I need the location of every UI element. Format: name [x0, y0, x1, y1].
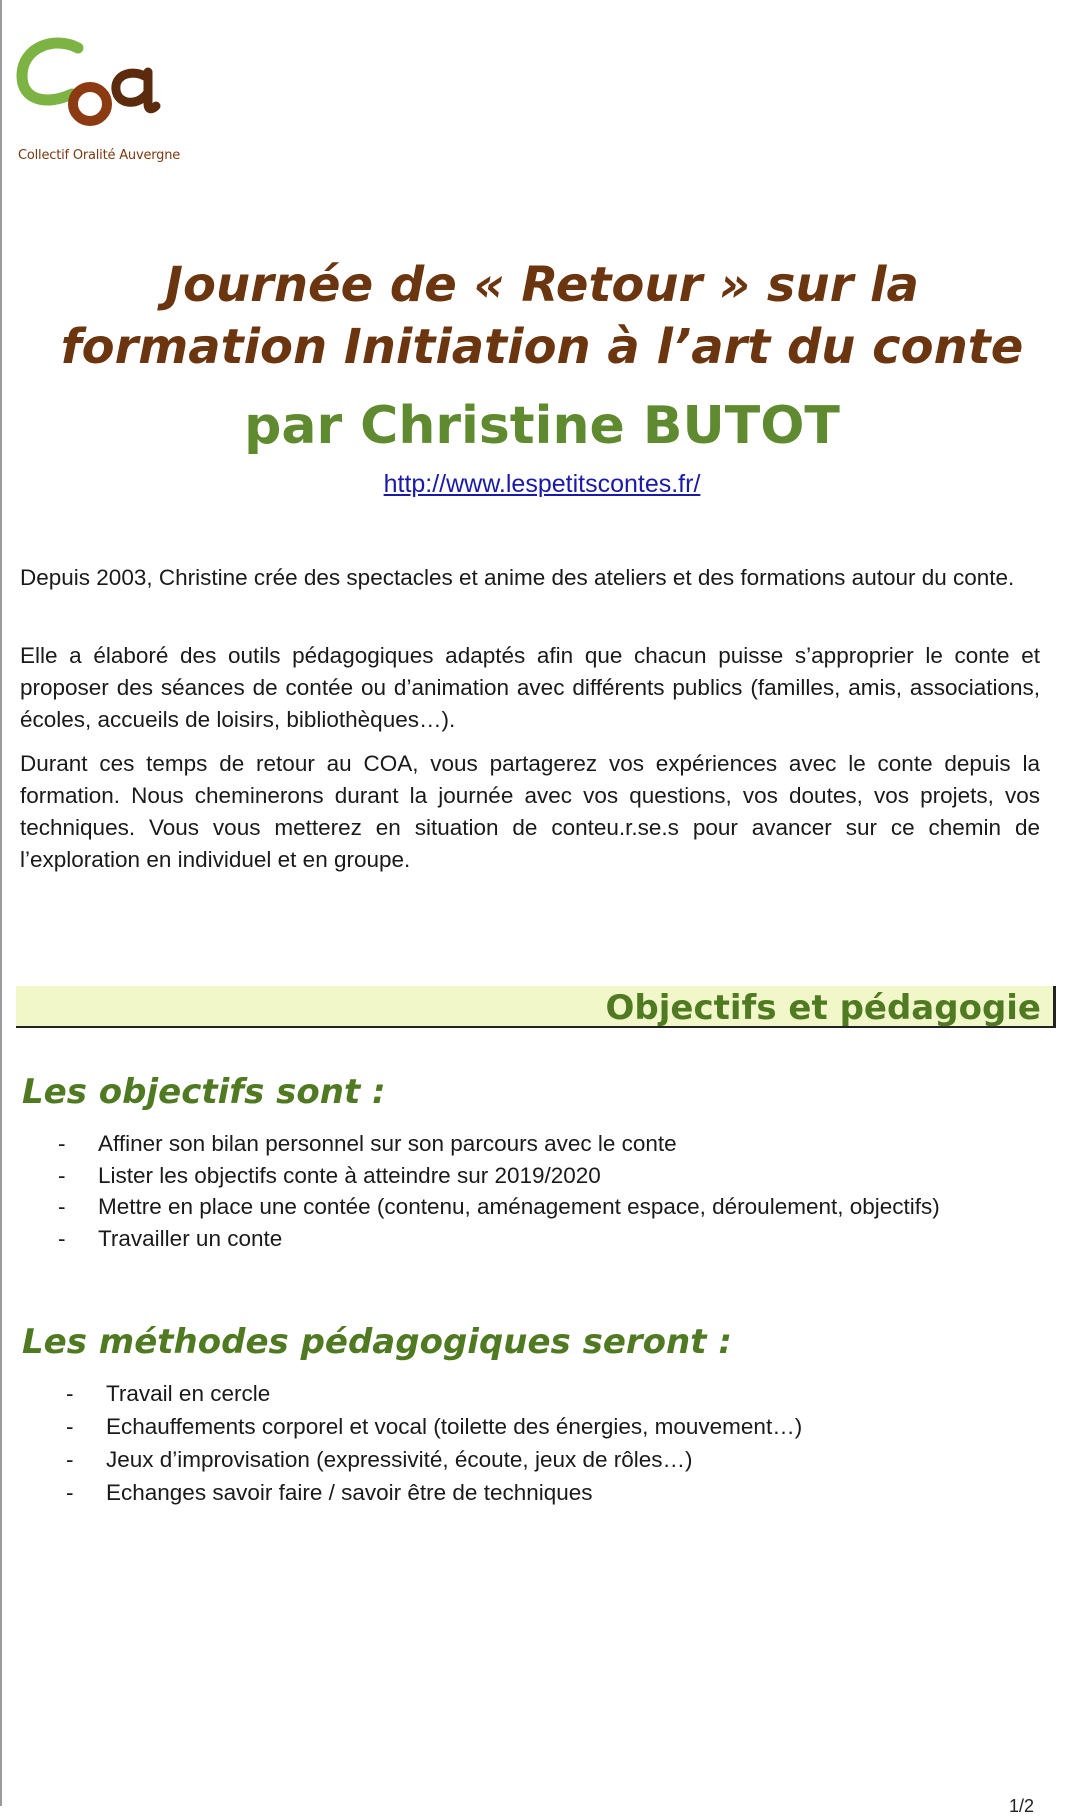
title-line-1: Journée de « Retour » sur la: [165, 257, 919, 313]
page-title: [2, 254, 1080, 378]
coa-logo: [16, 34, 186, 164]
list-item: [66, 1444, 1046, 1477]
list-item-text: Jeux d’improvisation (expressivité, écoute, jeux de rôles…): [106, 1447, 693, 1472]
page-subtitle: par Christine BUTOT: [244, 396, 840, 456]
list-marker: -: [66, 1381, 74, 1406]
list-marker: -: [58, 1194, 66, 1219]
objectives-heading: Les objectifs sont :: [22, 1072, 386, 1112]
list-marker: -: [58, 1131, 66, 1156]
title-line-2: formation Initiation à l’art du conte: [60, 319, 1024, 375]
page-number: 1/2: [1008, 1796, 1034, 1816]
intro-paragraph-1: Depuis 2003, Christine crée des spectacles et anime des ateliers et des formations autour du conte.: [20, 565, 1015, 590]
intro-paragraph-3: Durant ces temps de retour au COA, vous partagerez vos expériences avec le conte depuis la formation. Nous cheminerons durant la journée avec vos questions, vos doutes, vos projets, vos techniques. Vous vous metterez en situation de conteu.r.se.s pour avancer sur ce chemin de l’exploration en individuel et en groupe.: [20, 751, 1040, 872]
list-marker: -: [66, 1414, 74, 1439]
website-link[interactable]: http://www.lespetitscontes.fr/: [383, 470, 701, 498]
list-marker: -: [66, 1480, 74, 1505]
list-item-text: Affiner son bilan personnel sur son parcours avec le conte: [98, 1131, 677, 1156]
list-item: [58, 1223, 1038, 1255]
list-item-text: Lister les objectifs conte à atteindre sur 2019/2020: [98, 1162, 601, 1188]
list-item: [58, 1160, 1038, 1192]
list-marker: -: [66, 1447, 74, 1472]
list-item-text: Mettre en place une contée (contenu, aménagement espace, déroulement, objectifs): [98, 1194, 940, 1219]
coa-logo-mark: [16, 34, 186, 154]
list-item-text: Echanges savoir faire / savoir être de techniques: [106, 1480, 593, 1505]
list-item-text: Travailler un conte: [98, 1225, 283, 1251]
list-item: [66, 1411, 1046, 1444]
logo-tagline: Collectif Oralité Auvergne: [18, 148, 181, 163]
section-title: Objectifs et pédagogie: [605, 988, 1041, 1028]
intro-paragraph-2: Elle a élaboré des outils pédagogiques adaptés afin que chacun puisse s’approprier le conte et proposer des séances de contée ou d’animation avec différents publics (familles, amis, associations, écoles, accueils de loisirs, bibliothèques…).: [20, 643, 1040, 732]
methods-heading: Les méthodes pédagogiques seront :: [22, 1322, 732, 1362]
list-item: [66, 1378, 1046, 1411]
list-marker: -: [58, 1225, 66, 1251]
objectives-list: [58, 1128, 1038, 1254]
list-item: [58, 1191, 1038, 1223]
methods-list: [66, 1378, 1046, 1510]
list-item: [58, 1128, 1038, 1160]
section-header-bar: [16, 986, 1056, 1028]
list-item-text: Echauffements corporel et vocal (toilette des énergies, mouvement…): [106, 1414, 803, 1439]
list-marker: -: [58, 1162, 66, 1188]
list-item-text: Travail en cercle: [106, 1381, 271, 1406]
list-item: [66, 1477, 1046, 1510]
